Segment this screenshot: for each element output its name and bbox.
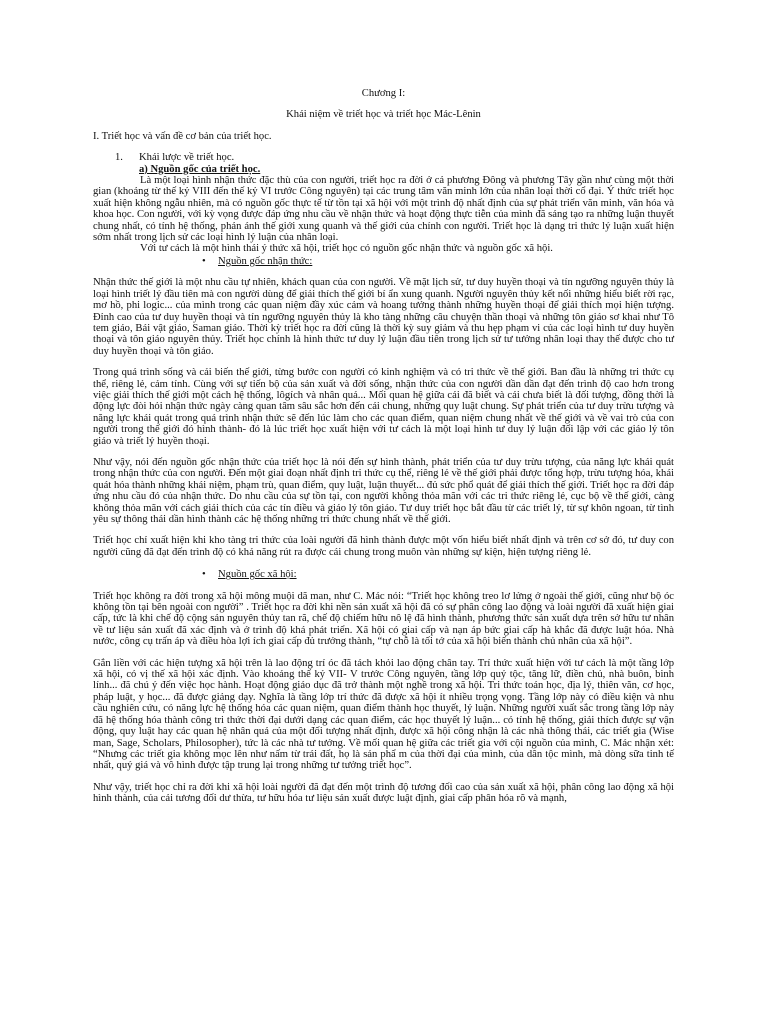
paragraph: Là một loại hình nhận thức đặc thù của con người, triết học ra đời ở cả phương Đông và phương Tây gần như cùng một thời gian (khoảng từ thế kỷ VIII đến thế kỷ VI trước Công nguyên) tại các trung tâm văn minh lớn của nhân loại thời cổ đại. Ý thức triết học xuất hiện không ngẫu nhiên, mà có nguồn gốc thực tế từ tồn tại xã hội với một trình độ nhất định của sự phát triển văn minh, văn hóa và khoa học. Con người, với kỳ vọng được đáp ứng nhu cầu về nhận thức và hoạt động thực tiễn của mình đã sáng tạo ra những luận thuyết chung nhất, có tính hệ thống, phản ánh thế giới xung quanh và thế giới của chính con người. Triết học là dạng tri thức lý luận xuất hiện sớm nhất trong lịch sử các loại hình lý luận của nhân loại. — [93, 175, 674, 244]
sub-heading: a) Nguồn gốc của triết học. — [139, 163, 261, 175]
paragraph: Với tư cách là một hình thái ý thức xã hội, triết học có nguồn gốc nhận thức và nguồn gốc xã hội. — [140, 243, 553, 255]
bullet-label: Nguồn gốc xã hội: — [218, 569, 297, 581]
paragraph: Như vậy, nói đến nguồn gốc nhận thức của triết học là nói đến sự hình thành, phát triển của tư duy trừu tượng, của năng lực khái quát trong nhận thức của con người. Đến một giai đoạn nhất định tri thức cụ thể, riêng lẻ về thế giới phải được tổng hợp, trừu tượng hóa, khái quát hóa thành những khái niệm, phạm trù, quan điểm, quy luật, luận thuyết... đủ sức phổ quát để giải thích thế giới. Triết học ra đời đáp ứng nhu cầu đó của nhận thức. Do nhu cầu của sự tồn tại, con người không thỏa mãn với các tri thức riêng lẻ, cục bộ về thế giới, càng không thỏa mãn với cách giải thích của các tín điều và giáo lý tôn giáo. Tư duy triết học bắt đầu từ các triết lý, từ sự khôn ngoan, từ tình yêu sự thông thái dần hình thành các hệ thống những tri thức chung nhất về thế giới. — [93, 456, 674, 525]
chapter-heading: Chương I: — [361, 88, 406, 99]
section-heading: I. Triết học và vấn đề cơ bản của triết học. — [93, 130, 272, 142]
bullet-item — [202, 569, 674, 580]
paragraph: Gắn liền với các hiện tượng xã hội trên là lao động trí óc đã tách khỏi lao động chân tay. Trí thức xuất hiện với tư cách là một tầng lớp xã hội, có vị thế xã hội xác định. Vào khoảng thế kỷ VII- V trước Công nguyên, tầng lớp quý tộc, tăng lữ, điền chủ, nhà buôn, binh lính... đã chú ý đến việc học hành. Hoạt động giáo dục đã trở thành một nghề trong xã hội. Tri thức toán học, địa lý, thiên văn, cơ học, pháp luật, y học... đã được giảng dạy. Nghĩa là tầng lớp trí thức đã được xã hội ít nhiều trọng vọng. Tầng lớp này có điều kiện và nhu cầu nghiên cứu, có năng lực hệ thống hóa các quan niệm, quan điểm thành học thuyết, lý luận. Những người xuất sắc trong tầng lớp này đã hệ thống hóa thành công tri thức thời đại dưới dạng các quan điểm, các học thuyết lý luận... có tính hệ thống, giải thích được sự vận động, quy luật hay các quan hệ nhân quả của một đối tượng nhất định, được xã hội công nhận là các nhà thông thái, các triết gia (Wise man, Sage, Scholars, Philosopher), tức là các nhà tư tưởng. Về mối quan hệ giữa các triết gia với cội nguồn của mình, C. Mác nhận xét: “Nhưng các triết gia không mọc lên như nấm từ trái đất, họ là sản phẩ m của thời đại của mình, của dân tộc mình, mà dòng sữa tinh tế nhất, quý giá và vô hình được tập trung lại trong những tư tưởng triết học”. — [93, 657, 674, 772]
paragraph: Triết học không ra đời trong xã hội mông muội dã man, như C. Mác nói: “Triết học không treo lơ lửng ở ngoài thế giới, cũng như bộ óc không tồn tại bên ngoài con người” . Triết học ra đời khi nền sản xuất xã hội đã có sự phân công lao động và loài người đã xuất hiện giai cấp, tức là khi chế độ cộng sản nguyên thủy tan rã, chế độ chiếm hữu nô lệ đã hình thành, phương thức sản xuất dựa trên sở hữu tư nhân về tư liệu sản xuất đã xác định và ở trình độ khá phát triển. Xã hội có giai cấp và nạn áp bức giai cấp hà khắc đã được luật hóa. Nhà nước, công cụ trấn áp và điều hòa lợi ích giai cấp đủ trưởng thành, “tự chỗ là tối tớ của xã hội biến thành chủ nhân của xã hội”. — [93, 590, 674, 648]
paragraph: Nhận thức thế giới là một nhu cầu tự nhiên, khách quan của con người. Về mặt lịch sử, tư duy huyền thoại và tín ngưỡng nguyên thủy là loại hình triết lý đầu tiên mà con người dùng để giải thích thế giới bí ẩn xung quanh. Người nguyên thủy kết nối những hiểu biết rời rạc, mơ hồ, phi logic... của mình trong các quan niệm đầy xúc cảm và hoang tưởng thành những huyền thoại để giải thích mọi hiện tượng. Đỉnh cao của tư duy huyền thoại và tín ngưỡng nguyên thủy là kho tàng những câu chuyện thần thoại và những tôn giáo sơ khai như Tô tem giáo, Bái vật giáo, Saman giáo. Thời kỳ triết học ra đời cũng là thời kỳ suy giảm và thu hẹp phạm vi của các loại hình tư duy huyền thoại và tôn giáo nguyên thủy. Triết học chính là hình thức tư duy lý luận đầu tiên trong lịch sử tư tưởng nhân loại thay thế được cho tư duy huyền thoại và tôn giáo. — [93, 277, 674, 357]
bullet-item — [202, 256, 674, 267]
bullet-label: Nguồn gốc nhận thức: — [218, 255, 313, 267]
bullet-icon: • — [202, 255, 206, 267]
paragraph: Trong quá trình sống và cải biến thế giới, từng bước con người có kinh nghiệm và có tri thức về thế giới. Ban đầu là những tri thức cụ thể, riêng lẻ, cảm tính. Cùng với sự tiến bộ của sản xuất và đời sống, nhận thức của con người dần dần đạt đến trình độ cao hơn trong việc giải thích thế giới một cách hệ thống, lôgích và nhân quả... Mối quan hệ giữa cái đã biết và cái chưa biết là đối tượng, đồng thời là động lực đòi hỏi nhận thức ngày càng quan tâm sâu sắc hơn đến cái chung, những quy luật chung. Sự phát triển của tư duy trừu tượng và năng lực khái quát trong quá trình nhận thức sẽ đến lúc làm cho các quan điểm, quan niệm chung nhất về thế giới và về vai trò của con người trong thế giới đó hình thành- đó là lúc triết học xuất hiện với tư cách là một loại hình tư duy lý luận đối lập với các giáo lý tôn giáo và triết lý huyền thoại. — [93, 367, 674, 447]
item-number: 1. — [115, 152, 123, 164]
item-label: Khái lược về triết học. — [139, 152, 235, 164]
bullet-icon: • — [202, 569, 206, 581]
paragraph: Như vậy, triết học chỉ ra đời khi xã hội loài người đã đạt đến một trình độ tương đối cao của sản xuất xã hội, phân công lao động xã hội hình thành, của cải tương đối dư thừa, tư hữu hóa tư liệu sản xuất được luật định, giai cấp phân hóa rõ và mạnh, — [93, 781, 674, 805]
numbered-item — [115, 152, 674, 163]
paragraph: Triết học chỉ xuất hiện khi kho tàng tri thức của loài người đã hình thành được một vốn hiểu biết nhất định và trên cơ sở đó, tư duy con người cũng đã đạt đến trình độ có khả năng rút ra được cái chung trong muôn vàn những sự kiện, hiện tượng riêng lẻ. — [93, 535, 674, 558]
chapter-title: Khái niệm về triết học và triết học Mác-Lênin — [286, 109, 481, 121]
